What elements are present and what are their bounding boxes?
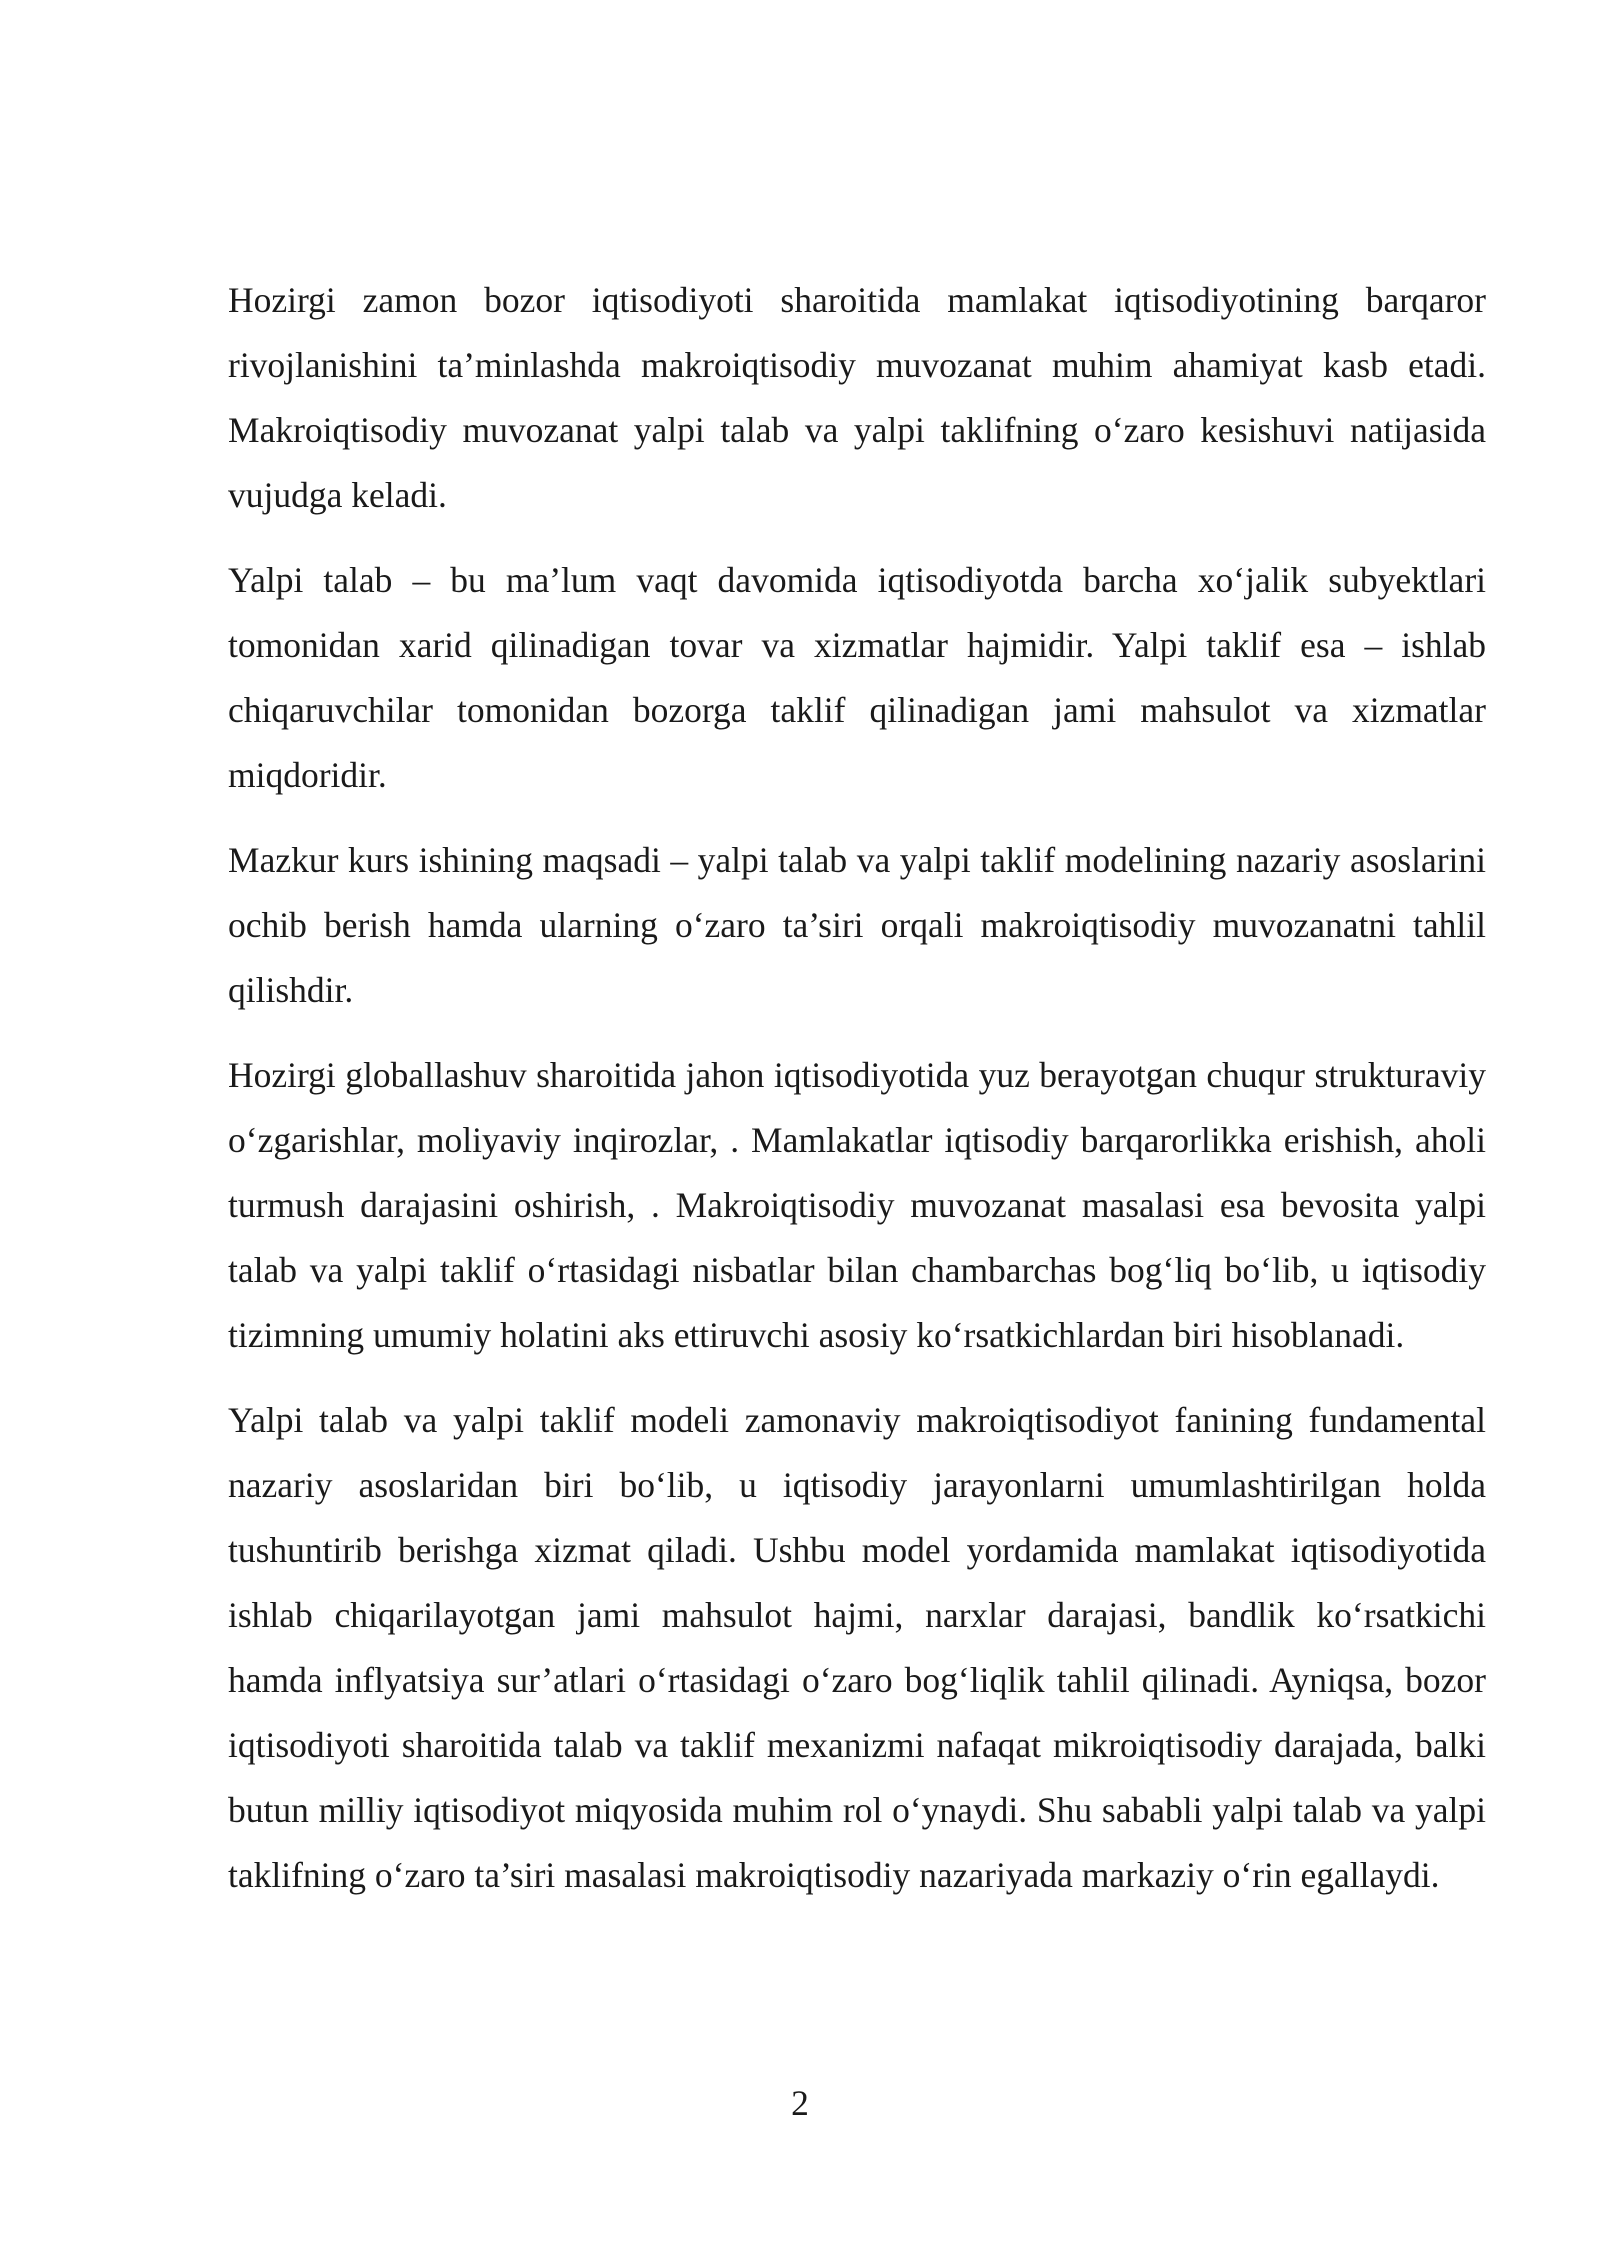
text-body — [228, 268, 1486, 1928]
paragraph-3: Mazkur kurs ishining maqsadi – yalpi talab va yalpi taklif modelining nazariy asoslarini ochib berish hamda ularning o‘zaro ta’siri orqali makroiqtisodiy muvozanatni tahlil qilishdir. — [228, 840, 1486, 1010]
paragraph-1: Hozirgi zamon bozor iqtisodiyoti sharoitida mamlakat iqtisodiyotining barqaror rivojlanishini ta’minlashda makroiqtisodiy muvozanat muhim ahamiyat kasb etadi. Makroiqtisodiy muvozanat yalpi talab va yalpi taklifning o‘zaro kesishuvi natijasida vujudga keladi. — [228, 280, 1486, 515]
paragraph-2: Yalpi talab – bu ma’lum vaqt davomida iqtisodiyotda barcha xo‘jalik subyektlari tomonidan xarid qilinadigan tovar va xizmatlar hajmidir. Yalpi taklif esa – ishlab chiqaruvchilar tomonidan bozorga taklif qilinadigan jami mahsulot va xizmatlar miqdoridir. — [228, 560, 1486, 795]
page-number: 2 — [791, 2083, 809, 2123]
paragraph-4: Hozirgi globallashuv sharoitida jahon iqtisodiyotida yuz berayotgan chuqur strukturaviy o‘zgarishlar, moliyaviy inqirozlar, . Mamlakatlar iqtisodiy barqarorlikka erishish, aholi turmush darajasini oshirish, . Makroiqtisodiy muvozanat masalasi esa bevosita yalpi talab va yalpi taklif o‘rtasidagi nisbatlar bilan chambarchas bog‘liq bo‘lib, u iqtisodiy tizimning umumiy holatini aks ettiruvchi asosiy ko‘rsatkichlardan biri hisoblanadi. — [228, 1055, 1486, 1355]
paragraph-5: Yalpi talab va yalpi taklif modeli zamonaviy makroiqtisodiyot fanining fundamental nazariy asoslaridan biri bo‘lib, u iqtisodiy jarayonlarni umumlashtirilgan holda tushuntirib berishga xizmat qiladi. Ushbu model yordamida mamlakat iqtisodiyotida ishlab chiqarilayotgan jami mahsulot hajmi, narxlar darajasi, bandlik ko‘rsatkichi hamda inflyatsiya sur’atlari o‘rtasidagi o‘zaro bog‘liqlik tahlil qilinadi. Ayniqsa, bozor iqtisodiyoti sharoitida talab va taklif mexanizmi nafaqat mikroiqtisodiy darajada, balki butun milliy iqtisodiyot miqyosida muhim rol o‘ynaydi. Shu sababli yalpi talab va yalpi taklifning o‘zaro ta’siri masalasi makroiqtisodiy nazariyada markaziy o‘rin egallaydi. — [228, 1400, 1486, 1895]
